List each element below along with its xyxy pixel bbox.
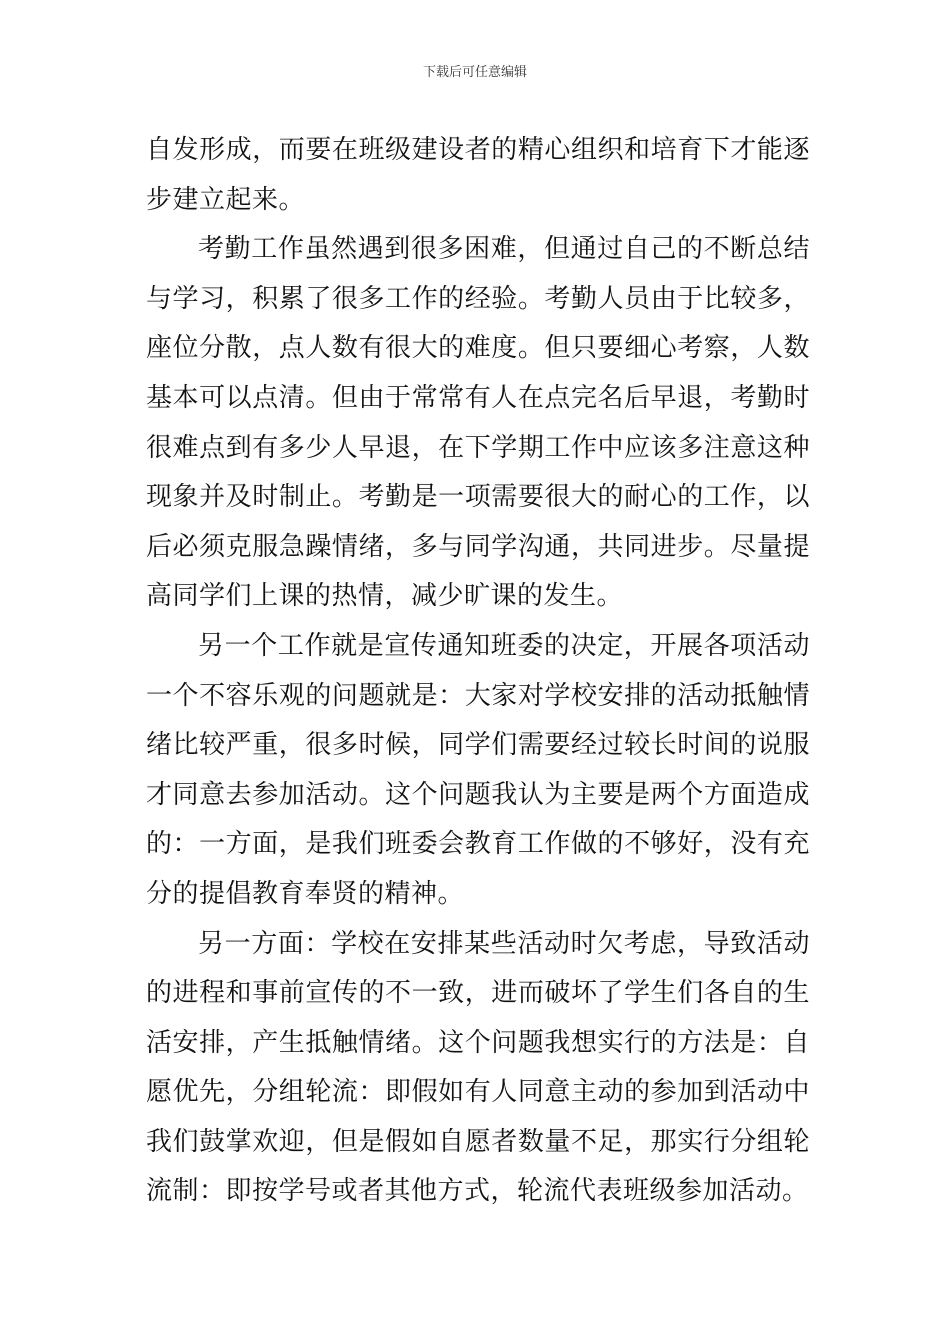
page-header-note: 下载后可任意编辑 — [422, 65, 527, 80]
paragraph-school-arrangement: 另一方面：学校在安排某些活动时欠考虑，导致活动的进程和事前宣传的不一致，进而破坏了学生们各自的生活安排，产生抵触情绪。这个问题我想实行的方法是：自愿优先，分组轮流：即假如有人同意主动的参加到活动中我们鼓掌欢迎，但是假如自愿者数量不足，那实行分组轮流制：即按学号或者其他方式，轮流代表班级参加活动。 — [146, 928, 810, 1207]
paragraph-publicity: 另一个工作就是宣传通知班委的决定，开展各项活动一个不容乐观的问题就是：大家对学校安排的活动抵触情绪比较严重，很多时候，同学们需要经过较长时间的说服才同意去参加活动。这个问题我认为主要是两个方面造成的：一方面，是我们班委会教育工作做的不够好，没有充分的提倡教育奉贤的精神。 — [146, 630, 810, 909]
paragraph-attendance: 考勤工作虽然遇到很多困难，但通过自己的不断总结与学习，积累了很多工作的经验。考勤人员由于比较多，座位分散，点人数有很大的难度。但只要细心考察，人数基本可以点清。但由于常常有人在点完名后早退，考勤时很难点到有多少人早退，在下学期工作中应该多注意这种现象并及时制止。考勤是一项需要很大的耐心的工作，以后必须克服急躁情绪，多与同学沟通，共同进步。尽量提高同学们上课的热情，减少旷课的发生。 — [146, 234, 810, 612]
paragraph-continuation: 自发形成，而要在班级建设者的精心组织和培育下才能逐步建立起来。 — [146, 135, 810, 215]
document-body — [146, 126, 810, 1226]
